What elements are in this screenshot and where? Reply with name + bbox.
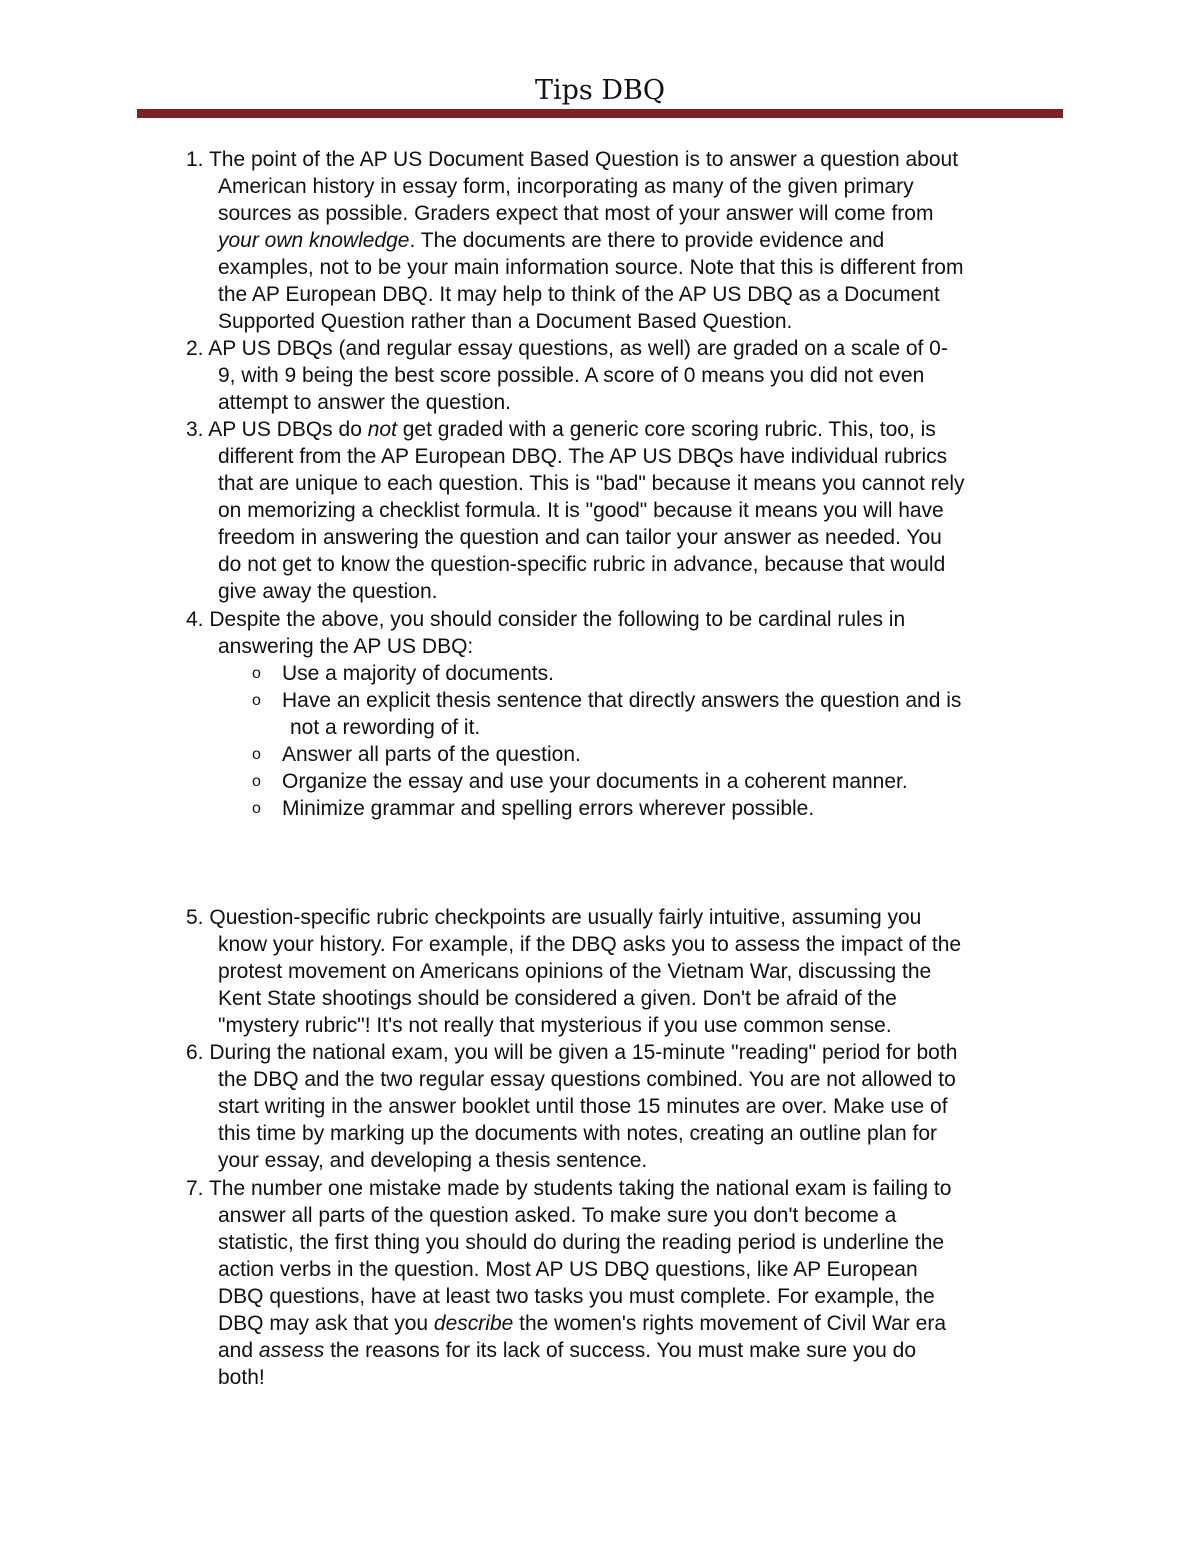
bullet-item <box>252 795 1072 822</box>
item-text-line: American history in essay form, incorporating as many of the given primary <box>218 175 914 198</box>
item-number: 7. <box>186 1177 209 1200</box>
item-text-line: 2. AP US DBQs (and regular essay questions, as well) are graded on a scale of 0- <box>186 337 948 360</box>
item-number: 3. <box>186 418 209 441</box>
item-text-line: freedom in answering the question and can tailor your answer as needed. You <box>218 526 942 549</box>
bullet-marker-icon: o <box>252 746 261 763</box>
item-text-line: know your history. For example, if the DBQ asks you to assess the impact of the <box>218 933 962 956</box>
item-text-line: the DBQ and the two regular essay questions combined. You are not allowed to <box>218 1068 956 1091</box>
item-text-line: protest movement on Americans opinions of the Vietnam War, discussing the <box>218 960 932 983</box>
item-text-line: on memorizing a checklist formula. It is "good" because it means you will have <box>218 499 944 522</box>
item-number: 6. <box>186 1041 210 1064</box>
item-text-line: DBQ questions, have at least two tasks you must complete. For example, the <box>218 1285 935 1308</box>
item-text-line: answer all parts of the question asked. To make sure you don't become a <box>218 1204 897 1227</box>
item-text-line: give away the question. <box>218 580 438 603</box>
list-item <box>186 1175 1071 1391</box>
item-text-line: both! <box>218 1366 265 1389</box>
item-text-line: "mystery rubric"! It's not really that mysterious if you use common sense. <box>218 1014 892 1037</box>
bullet-item <box>252 768 1072 795</box>
item-text-line: and assess the reasons for its lack of success. You must make sure you do <box>218 1339 917 1362</box>
bullet-item <box>252 741 1072 768</box>
list-item <box>186 146 1071 335</box>
item-text-line: 5. Question-specific rubric checkpoints are usually fairly intuitive, assuming you <box>186 906 922 929</box>
bullet-marker-icon: o <box>252 773 261 790</box>
bullet-text: Minimize grammar and spelling errors wherever possible. <box>282 797 815 820</box>
item-text-line: statistic, the first thing you should do during the reading period is underline the <box>218 1231 945 1254</box>
bullet-list <box>252 660 1072 822</box>
bullet-text: Organize the essay and use your documents in a coherent manner. <box>282 770 908 793</box>
item-text-line: 4. Despite the above, you should consider the following to be cardinal rules in <box>186 608 906 631</box>
item-text-line: 6. During the national exam, you will be given a 15-minute "reading" period for both <box>186 1041 958 1064</box>
bullet-text: not a rewording of it. <box>290 716 481 739</box>
bullet-text: Answer all parts of the question. <box>282 743 581 766</box>
item-text-line: your own knowledge. The documents are there to provide evidence and <box>218 229 885 252</box>
bullet-marker-icon: o <box>252 665 261 682</box>
emphasis-text: assess <box>258 1339 325 1362</box>
list-item <box>186 606 1071 660</box>
emphasis-text: not <box>367 418 397 441</box>
item-text-line: the AP European DBQ. It may help to think of the AP US DBQ as a Document <box>218 283 940 306</box>
bullet-item <box>252 660 1072 687</box>
bullet-marker-icon: o <box>252 692 261 709</box>
item-text-line: Kent State shootings should be considered a given. Don't be afraid of the <box>218 987 897 1010</box>
item-text-line: DBQ may ask that you describe the women's rights movement of Civil War era <box>218 1312 947 1335</box>
item-text-line: answering the AP US DBQ: <box>218 635 474 658</box>
bullet-text: Use a majority of documents. <box>282 662 554 685</box>
emphasis-text: describe <box>433 1312 514 1335</box>
list-item <box>186 904 1071 1039</box>
item-text-line: do not get to know the question-specific rubric in advance, because that would <box>218 553 946 576</box>
bullet-item <box>252 687 1072 741</box>
item-text-line: 3. AP US DBQs do not get graded with a generic core scoring rubric. This, too, is <box>186 418 936 441</box>
item-number: 4. <box>186 608 210 631</box>
page-title: Tips DBQ <box>535 75 665 106</box>
emphasis-text: your own knowledge <box>218 229 410 252</box>
item-number: 1. <box>186 148 209 171</box>
item-text-line: different from the AP European DBQ. The AP US DBQs have individual rubrics <box>218 445 948 468</box>
list-item <box>186 335 1071 416</box>
item-text-line: attempt to answer the question. <box>218 391 512 414</box>
item-text-line: 1. The point of the AP US Document Based Question is to answer a question about <box>186 148 959 171</box>
item-text-line: Supported Question rather than a Document Based Question. <box>218 310 793 333</box>
title-divider <box>137 109 1063 118</box>
list-item <box>186 1039 1071 1174</box>
item-text-line: 7. The number one mistake made by students taking the national exam is failing to <box>186 1177 952 1200</box>
item-text-line: your essay, and developing a thesis sentence. <box>218 1149 648 1172</box>
bullet-text: Have an explicit thesis sentence that directly answers the question and is <box>282 689 962 712</box>
item-text-line: sources as possible. Graders expect that most of your answer will come from <box>218 202 934 225</box>
item-text-line: 9, with 9 being the best score possible. A score of 0 means you did not even <box>218 364 925 387</box>
item-number: 2. <box>186 337 209 360</box>
item-text-line: action verbs in the question. Most AP US DBQ questions, like AP European <box>218 1258 918 1281</box>
list-item <box>186 416 1071 605</box>
item-number: 5. <box>186 906 210 929</box>
bullet-marker-icon: o <box>252 800 261 817</box>
item-text-line: this time by marking up the documents with notes, creating an outline plan for <box>218 1122 938 1145</box>
item-text-line: that are unique to each question. This is "bad" because it means you cannot rely <box>218 472 965 495</box>
item-text-line: start writing in the answer booklet until those 15 minutes are over. Make use of <box>218 1095 948 1118</box>
item-text-line: examples, not to be your main information source. Note that this is different from <box>218 256 964 279</box>
